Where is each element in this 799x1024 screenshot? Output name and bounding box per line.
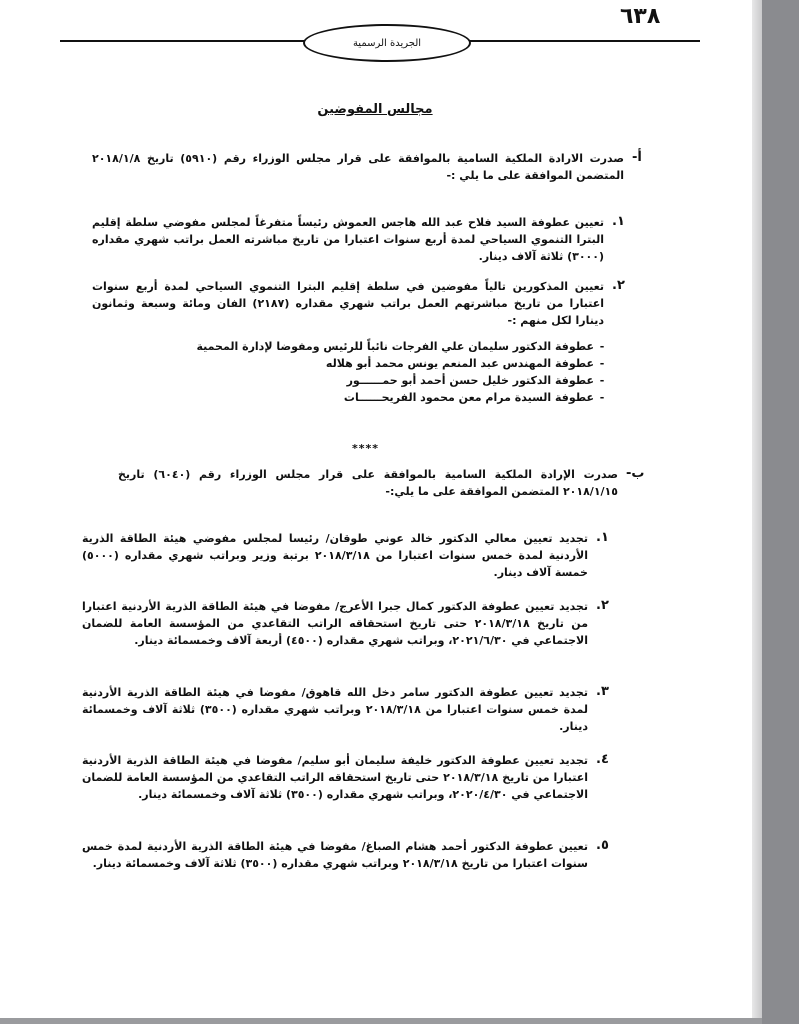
section-a-item-1: تعيين عطوفة السيد فلاح عبد الله هاجس العموش رئيساً متفرغاً لمجلس مفوضي سلطة إقليم البترا التنموي السياحي لمدة أربع سنوات اعتبارا من تاريخ مباشرته العمل براتب شهري مقداره (٣٠٠٠) ثلاثة آلاف دينار.	[92, 216, 604, 263]
section-a-item-2: تعيين المذكورين تالياً مفوضين في سلطة إقليم البترا التنموي السياحي لمدة أربع سنوات اعتبارا من تاريخ مباشرتهم العمل براتب شهري مقداره (٢١٨٧) الفان ومائة وسبعة وثمانون دينارا لكل منهم :-	[92, 280, 604, 327]
viewer-page-edge	[752, 0, 762, 1024]
section-b-item-1-number: ١.	[596, 530, 609, 545]
section-b-marker: ب-	[626, 466, 645, 481]
section-a-marker: أ-	[632, 150, 642, 165]
section-b-item-3: تجديد تعيين عطوفة الدكتور سامر دخل الله قاهوق/ مفوضا في هيئة الطاقة الذرية الأردنية لمدة خمس سنوات اعتبارا من ٢٠١٨/٣/١٨ وبراتب شهري مقداره (٣٥٠٠) ثلاثة آلاف وخمسمائة دينار.	[82, 686, 588, 733]
section-b-item-4-number: ٤.	[596, 752, 609, 767]
section-b-item-2-number: ٢.	[596, 598, 609, 613]
section-b-item-5-number: ٥.	[596, 838, 609, 853]
section-b-item-5: تعيين عطوفة الدكتور أحمد هشام الصباغ/ مفوضا في هيئة الطاقة الذرية الأردنية لمدة خمس سنوات اعتبارا من تاريخ ٢٠١٨/٣/١٨ وبراتب شهري مقداره (٣٥٠٠) ثلاثة آلاف وخمسمائة دينار.	[82, 840, 588, 870]
viewer-scroll-gutter[interactable]	[762, 0, 799, 1024]
section-b-item-4: تجديد تعيين عطوفة الدكتور خليفة سليمان أبو سليم/ مفوضا في هيئة الطاقة الذرية الأردنية اعتبارا من تاريخ ٢٠١٨/٣/١٨ حتى تاريخ استحقاقه الراتب التقاعدي من المؤسسة العامة للضمان الاجتماعي في ٢٠٢٠/٤/٣٠، وبراتب شهري مقداره (٣٥٠٠) ثلاثة آلاف وخمسمائة دينار.	[82, 754, 588, 801]
section-a-item-1-number: ١.	[612, 214, 625, 229]
section-b-item-2: تجديد تعيين عطوفة الدكتور كمال جبرا الأعرج/ مفوضا في هيئة الطاقة الذرية الأردنية اعتبارا من تاريخ ٢٠١٨/٣/١٨ حتى تاريخ استحقاقه الراتب التقاعدي من المؤسسة العامة للضمان الاجتماعي في ٢٠٢١/٦/٣٠، وبراتب شهري مقداره (٤٥٠٠) أربعة آلاف وخمسمائة دينار.	[82, 600, 588, 647]
section-separator: ****	[352, 442, 380, 455]
section-b-intro: صدرت الإرادة الملكية السامية بالموافقة على قرار مجلس الوزراء رقم (٦٠٤٠) تاريخ ٢٠١٨/١/١٥ المتضمن الموافقة على ما يلي:-	[118, 468, 619, 498]
section-a-sub-list	[150, 338, 610, 406]
sub-list-item: -عطوفة الدكتور خليل حسن أحمد أبو حمــــــور	[346, 374, 605, 387]
gazette-header-oval: الجريدة الرسمية	[303, 24, 471, 62]
section-b-item-3-number: ٣.	[596, 684, 609, 699]
section-title: مجالس المفوضين	[317, 102, 433, 117]
page-number: ٦٣٨	[620, 4, 661, 29]
sub-list-item: -عطوفة المهندس عبد المنعم يونس محمد أبو هلاله	[325, 357, 605, 370]
viewer-bottom-edge	[0, 1018, 762, 1024]
section-b-item-1: تجديد تعيين معالي الدكتور خالد عوني طوقان/ رئيسا لمجلس مفوضي هيئة الطاقة الذرية الأردنية لمدة خمس سنوات اعتبارا من ٢٠١٨/٣/١٨ برتبة وزير وبراتب شهري مقداره (٥٠٠٠) خمسة آلاف دينار.	[82, 532, 588, 579]
sub-list-item: -عطوفة الدكتور سليمان علي الفرجات نائباً للرئيس ومفوضا لإدارة المحمية	[196, 340, 605, 353]
section-a-intro: صدرت الارادة الملكية السامية بالموافقة على قرار مجلس الوزراء رقم (٥٩١٠) تاريخ ٢٠١٨/١/٨ المتضمن الموافقة على ما يلي :-	[92, 152, 624, 182]
sub-list-item: -عطوفة السيدة مرام معن محمود الفريحــــــات	[343, 391, 605, 404]
section-a-item-2-number: ٢.	[612, 278, 625, 293]
